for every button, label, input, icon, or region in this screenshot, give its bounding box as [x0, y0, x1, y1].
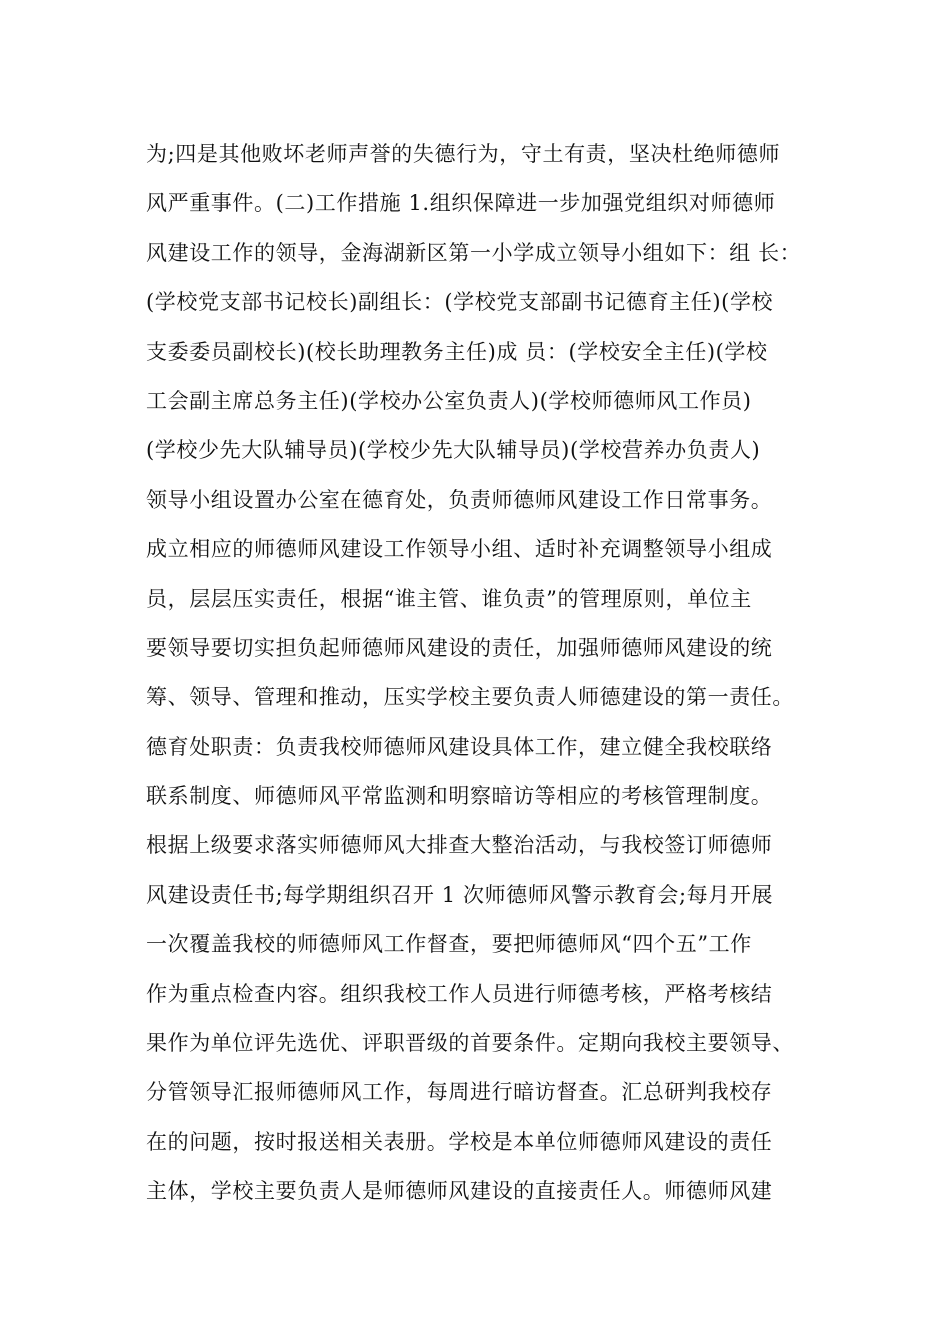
- text-line: (学校少先大队辅导员)(学校少先大队辅导员)(学校营养办负责人): [146, 438, 761, 463]
- text-line: (学校党支部书记校长)副组长：(学校党支部副书记德育主任)(学校: [146, 290, 774, 315]
- text-line: 为;四是其他败坏老师声誉的失德行为，守土有责，坚决杜绝师德师: [146, 142, 781, 166]
- text-line: 主体，学校主要负责人是师德师风建设的直接责任人。师德师风建: [146, 1179, 773, 1204]
- text-line: 风建设工作的领导，金海湖新区第一小学成立领导小组如下：组 长：: [146, 240, 802, 265]
- text-line: 德育处职责：负责我校师德师风建设具体工作，建立健全我校联络: [146, 734, 773, 759]
- text-line: 在的问题，按时报送相关表册。学校是本单位师德师风建设的责任: [146, 1129, 773, 1154]
- text-line: 要领导要切实担负起师德师风建设的责任，加强师德师风建设的统: [146, 635, 773, 660]
- text-line: 领导小组设置办公室在德育处，负责师德师风建设工作日常事务。: [146, 487, 773, 512]
- text-line: 工会副主席总务主任)(学校办公室负责人)(学校师德师风工作员): [146, 388, 752, 413]
- text-line: 员，层层压实责任，根据“谁主管、谁负责”的管理原则，单位主: [146, 586, 752, 611]
- text-line: 成立相应的师德师风建设工作领导小组、适时补充调整领导小组成: [146, 537, 773, 562]
- text-line: 风建设责任书;每学期组织召开 1 次师德师风警示教育会;每月开展: [146, 882, 774, 907]
- text-line: 筹、领导、管理和推动，压实学校主要负责人师德建设的第一责任。: [146, 685, 794, 710]
- text-line: 作为重点检查内容。组织我校工作人员进行师德考核，严格考核结: [146, 981, 773, 1006]
- text-line: 果作为单位评先选优、评职晋级的首要条件。定期向我校主要领导、: [146, 1031, 794, 1056]
- text-line: 分管领导汇报师德师风工作，每周进行暗访督查。汇总研判我校存: [146, 1080, 773, 1105]
- body-text: [146, 130, 836, 1217]
- text-line: 联系制度、师德师风平常监测和明察暗访等相应的考核管理制度。: [146, 784, 773, 809]
- text-line: 风严重事件。(二)工作措施 1.组织保障进一步加强党组织对师德师: [146, 191, 776, 216]
- text-line: 支委委员副校长)(校长助理教务主任)成 员：(学校安全主任)(学校: [146, 339, 768, 364]
- text-line: 根据上级要求落实师德师风大排查大整治活动，与我校签订师德师: [146, 833, 773, 858]
- text-line: 一次覆盖我校的师德师风工作督查，要把师德师风“四个五”工作: [146, 932, 752, 957]
